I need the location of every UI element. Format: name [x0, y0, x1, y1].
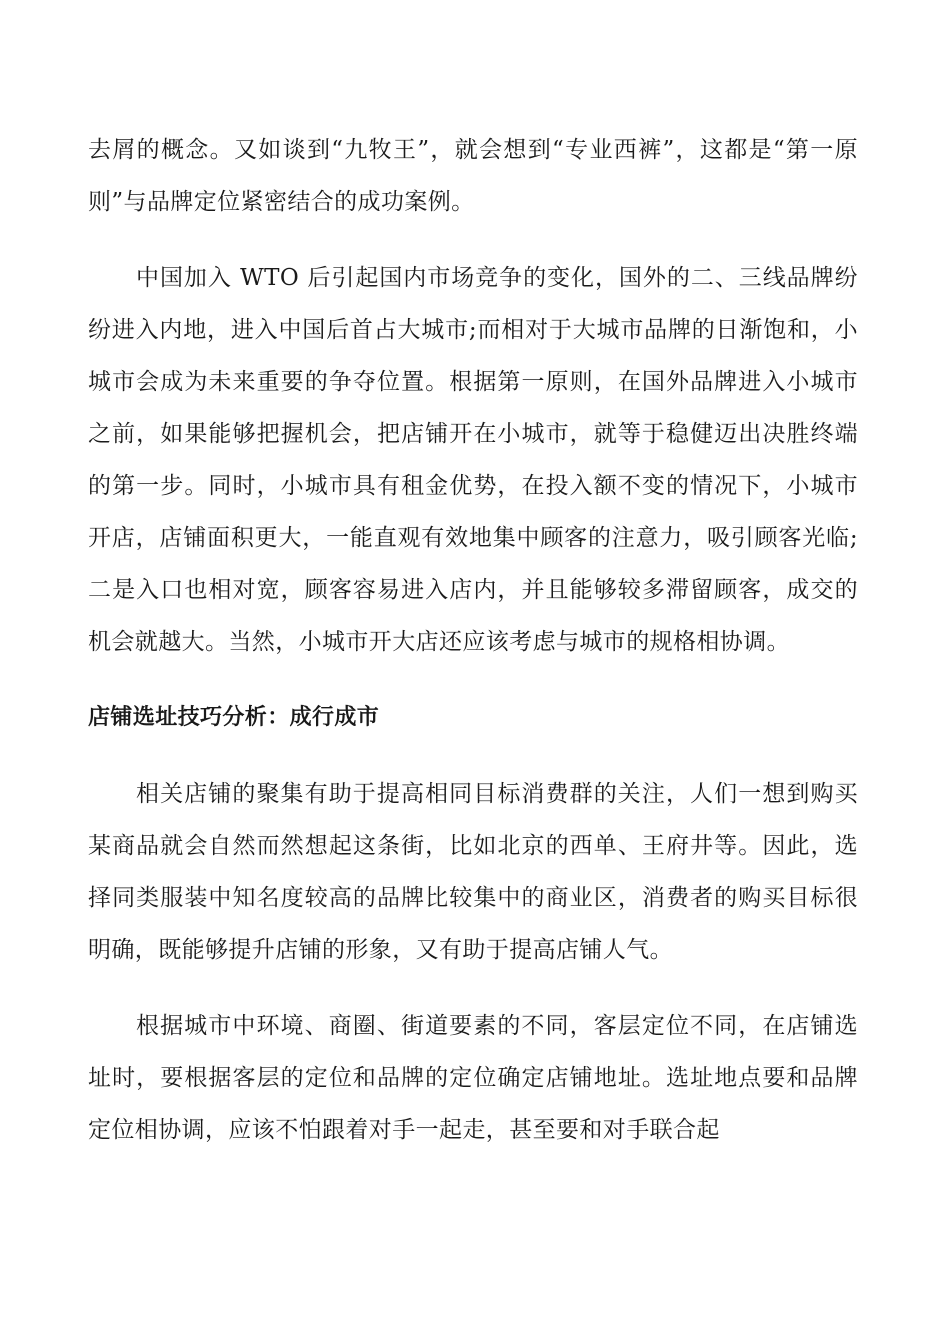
paragraph-gap	[88, 744, 858, 768]
paragraph-wto: 中国加入 WTO 后引起国内市场竞争的变化，国外的二、三线品牌纷纷进入内地，进入中国后首占大城市;而相对于大城市品牌的日渐饱和，小城市会成为未来重要的争夺位置。根据第一原则，在国外品牌进入小城市之前，如果能够把握机会，把店铺开在小城市，就等于稳健迈出决胜终端的第一步。同时，小城市具有租金优势，在投入额不变的情况下，小城市开店，店铺面积更大，一能直观有效地集中顾客的注意力，吸引顾客光临;二是入口也相对宽，顾客容易进入店内，并且能够较多滞留顾客，成交的机会就越大。当然，小城市开大店还应该考虑与城市的规格相协调。	[88, 265, 858, 655]
paragraph-site-selection: 根据城市中环境、商圈、街道要素的不同，客层定位不同，在店铺选址时，要根据客层的定位和品牌的定位确定店铺地址。选址地点要和品牌定位相协调，应该不怕跟着对手一起走，甚至要和对手联合起	[88, 1013, 858, 1143]
paragraph-clustering: 相关店铺的聚集有助于提高相同目标消费群的关注，人们一想到购买某商品就会自然而然想起这条街，比如北京的西单、王府井等。因此，选择同类服装中知名度较高的品牌比较集中的商业区，消费者的购买目标很明确，既能够提升店铺的形象，又有助于提高店铺人气。	[88, 781, 858, 963]
paragraph-continuation: 去屑的概念。又如谈到“九牧王”，就会想到“专业西裤”，这都是“第一原则”与品牌定位紧密结合的成功案例。	[88, 137, 858, 215]
paragraph-gap	[88, 668, 858, 692]
section-heading: 店铺选址技巧分析：成行成市	[88, 705, 380, 730]
paragraph-gap	[88, 976, 858, 1000]
document-body	[88, 124, 858, 1156]
paragraph-gap	[88, 228, 858, 252]
